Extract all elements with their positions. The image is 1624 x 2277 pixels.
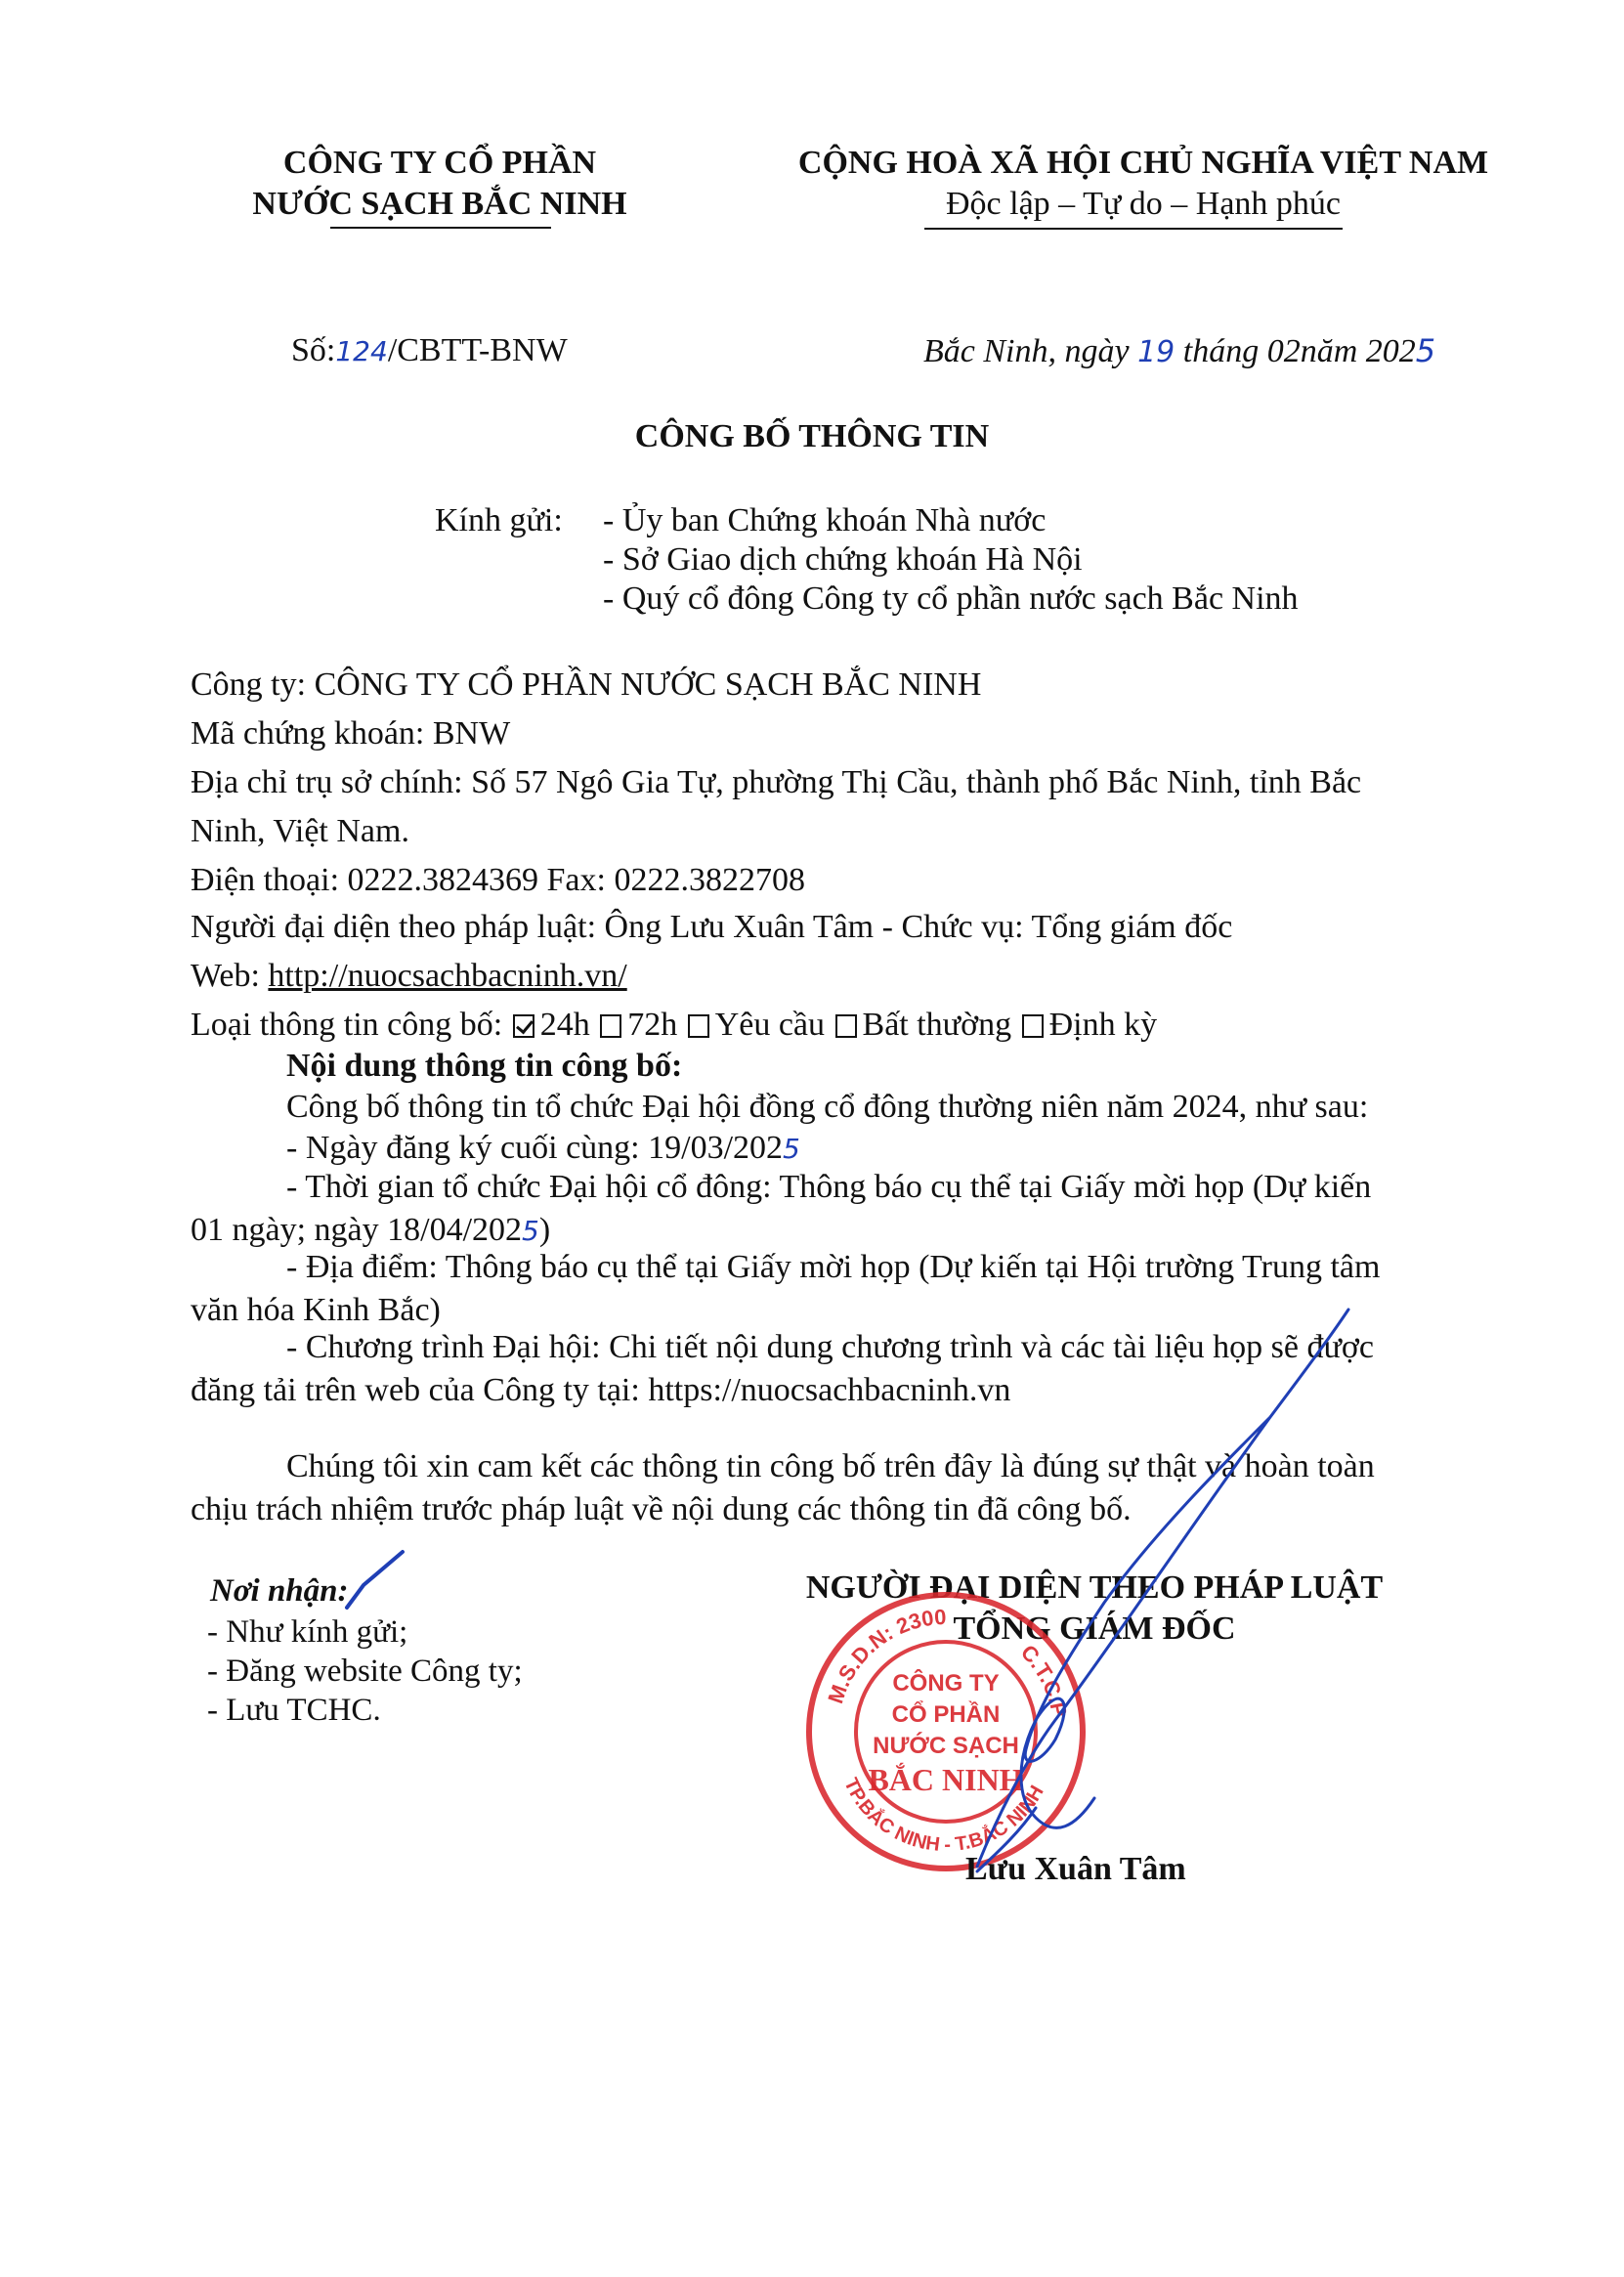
date-month: 02 xyxy=(1266,333,1301,369)
web-link[interactable]: http://nuocsachbacninh.vn/ xyxy=(268,958,627,994)
signature-title-line2: TỔNG GIÁM ĐỐC xyxy=(953,1611,1236,1647)
seal-line1: CÔNG TY xyxy=(892,1670,1000,1697)
checkbox-24h[interactable] xyxy=(513,1014,534,1038)
type-option-label: 24h xyxy=(539,1007,590,1043)
footer-recipients-label: Nơi nhận: xyxy=(210,1573,349,1609)
info-address-line2: Ninh, Việt Nam. xyxy=(191,813,409,849)
date-year-label: năm 202 xyxy=(1300,333,1416,369)
recipients-label: Kính gửi: xyxy=(435,502,563,538)
content-venue-line1: - Địa điểm: Thông báo cụ thể tại Giấy mời họp (Dự kiến tại Hội trường Trung tâm xyxy=(286,1249,1381,1285)
date-day: 19 xyxy=(1137,335,1175,369)
type-label: Loại thông tin công bố: xyxy=(191,1007,503,1043)
type-option-label: Yêu cầu xyxy=(714,1007,826,1043)
signature-title-line1: NGƯỜI ĐẠI DIỆN THEO PHÁP LUẬT xyxy=(805,1569,1384,1606)
doc-number-suffix: /CBTT-BNW xyxy=(387,332,568,368)
content-time-line1: - Thời gian tổ chức Đại hội cổ đông: Thông báo cụ thể tại Giấy mời họp (Dự kiến xyxy=(286,1169,1372,1205)
recipient-item: - Ủy ban Chứng khoán Nhà nước xyxy=(603,502,1047,538)
record-date-text: - Ngày đăng ký cuối cùng: 19/03/202 xyxy=(286,1130,784,1166)
type-option-label: Định kỳ xyxy=(1048,1007,1158,1043)
company-seal-stamp xyxy=(799,1585,1092,1878)
content-venue-line2: văn hóa Kinh Bắc) xyxy=(191,1292,441,1328)
time-line2-text: 01 ngày; ngày 18/04/202 xyxy=(191,1212,523,1248)
nation-title: CỘNG HOÀ XÃ HỘI CHỦ NGHĨA VIỆT NAM xyxy=(797,145,1489,181)
info-representative: Người đại diện theo pháp luật: Ông Lưu Xuân Tâm - Chức vụ: Tổng giám đốc xyxy=(191,909,1233,945)
info-phone-fax: Điện thoại: 0222.3824369 Fax: 0222.3822708 xyxy=(191,862,805,898)
footer-recipient-item: - Đăng website Công ty; xyxy=(207,1654,523,1689)
time-line2-hand: 5 xyxy=(522,1215,539,1247)
checkbox-on-request[interactable] xyxy=(688,1014,709,1038)
record-date-hand: 5 xyxy=(783,1133,800,1165)
content-agenda-line1: - Chương trình Đại hội: Chi tiết nội dung chương trình và các tài liệu họp sẽ được xyxy=(286,1329,1374,1365)
checkbox-periodic[interactable] xyxy=(1022,1014,1044,1038)
seal-line2: CỔ PHẦN xyxy=(891,1701,1001,1728)
seal-line4: BẮC NINH xyxy=(868,1762,1024,1797)
info-stock-code: Mã chứng khoán: BNW xyxy=(191,715,511,752)
content-heading: Nội dung thông tin công bố: xyxy=(286,1048,683,1084)
info-company: Công ty: CÔNG TY CỔ PHẦN NƯỚC SẠCH BẮC NINH xyxy=(191,666,982,703)
type-option-label: Bất thường xyxy=(862,1007,1012,1043)
type-option-label: 72h xyxy=(627,1007,678,1043)
doc-number-prefix: Số: xyxy=(291,332,336,368)
footer-recipient-item: - Lưu TCHC. xyxy=(207,1693,381,1728)
recipient-item: - Sở Giao dịch chứng khoán Hà Nội xyxy=(603,541,1083,578)
nation-motto: Độc lập – Tự do – Hạnh phúc xyxy=(946,186,1341,222)
seal-outer-ring xyxy=(809,1595,1083,1869)
checkbox-extraordinary[interactable] xyxy=(835,1014,857,1038)
commitment-line1: Chúng tôi xin cam kết các thông tin công bố trên đây là đúng sự thật và hoàn toàn xyxy=(286,1448,1375,1484)
footer-recipient-item: - Như kính gửi; xyxy=(207,1614,408,1650)
signer-name: Lưu Xuân Tâm xyxy=(965,1851,1186,1887)
seal-line3: NƯỚC SẠCH xyxy=(873,1733,1019,1759)
motto-underline xyxy=(924,228,1343,230)
checkmark-icon xyxy=(347,1552,403,1608)
commitment-line2: chịu trách nhiệm trước pháp luật về nội dung các thông tin đã công bố. xyxy=(191,1491,1132,1527)
seal-ring-right-text: C.T.C.P xyxy=(1015,1640,1072,1720)
recipient-item: - Quý cổ đông Công ty cổ phần nước sạch Bắc Ninh xyxy=(603,580,1299,617)
seal-ring-top-text: M.S.D.N: 2300 xyxy=(823,1604,948,1707)
time-line2-close: ) xyxy=(538,1212,551,1248)
date-month-label: tháng xyxy=(1182,333,1260,369)
document-number xyxy=(291,332,568,369)
company-name-line2: NƯỚC SẠCH BẮC NINH xyxy=(252,186,627,222)
content-intro: Công bố thông tin tổ chức Đại hội đồng cổ đông thường niên năm 2024, như sau: xyxy=(286,1089,1369,1125)
info-type-row xyxy=(191,1007,1157,1044)
company-underline xyxy=(330,227,551,229)
info-address-line1: Địa chỉ trụ sở chính: Số 57 Ngô Gia Tự, phường Thị Cầu, thành phố Bắc Ninh, tỉnh Bắc xyxy=(191,764,1362,800)
document-date xyxy=(923,332,1435,370)
content-record-date xyxy=(286,1130,800,1167)
doc-number-handwritten: 124 xyxy=(335,335,388,367)
company-name-line1: CÔNG TY CỔ PHẦN xyxy=(282,145,597,181)
web-label: Web: xyxy=(191,958,269,994)
document-title: CÔNG BỐ THÔNG TIN xyxy=(634,418,990,454)
info-web xyxy=(191,958,627,995)
date-prefix: Bắc Ninh, ngày xyxy=(923,333,1130,369)
seal-ring-bottom-text: TP.BẮC NINH - T.BẮC NINH xyxy=(839,1775,1048,1857)
content-time-line2 xyxy=(191,1212,550,1249)
date-year-digit: 5 xyxy=(1415,332,1436,369)
content-agenda-line2: đăng tải trên web của Công ty tại: https://nuocsachbacninh.vn xyxy=(191,1372,1011,1408)
checkbox-72h[interactable] xyxy=(600,1014,621,1038)
